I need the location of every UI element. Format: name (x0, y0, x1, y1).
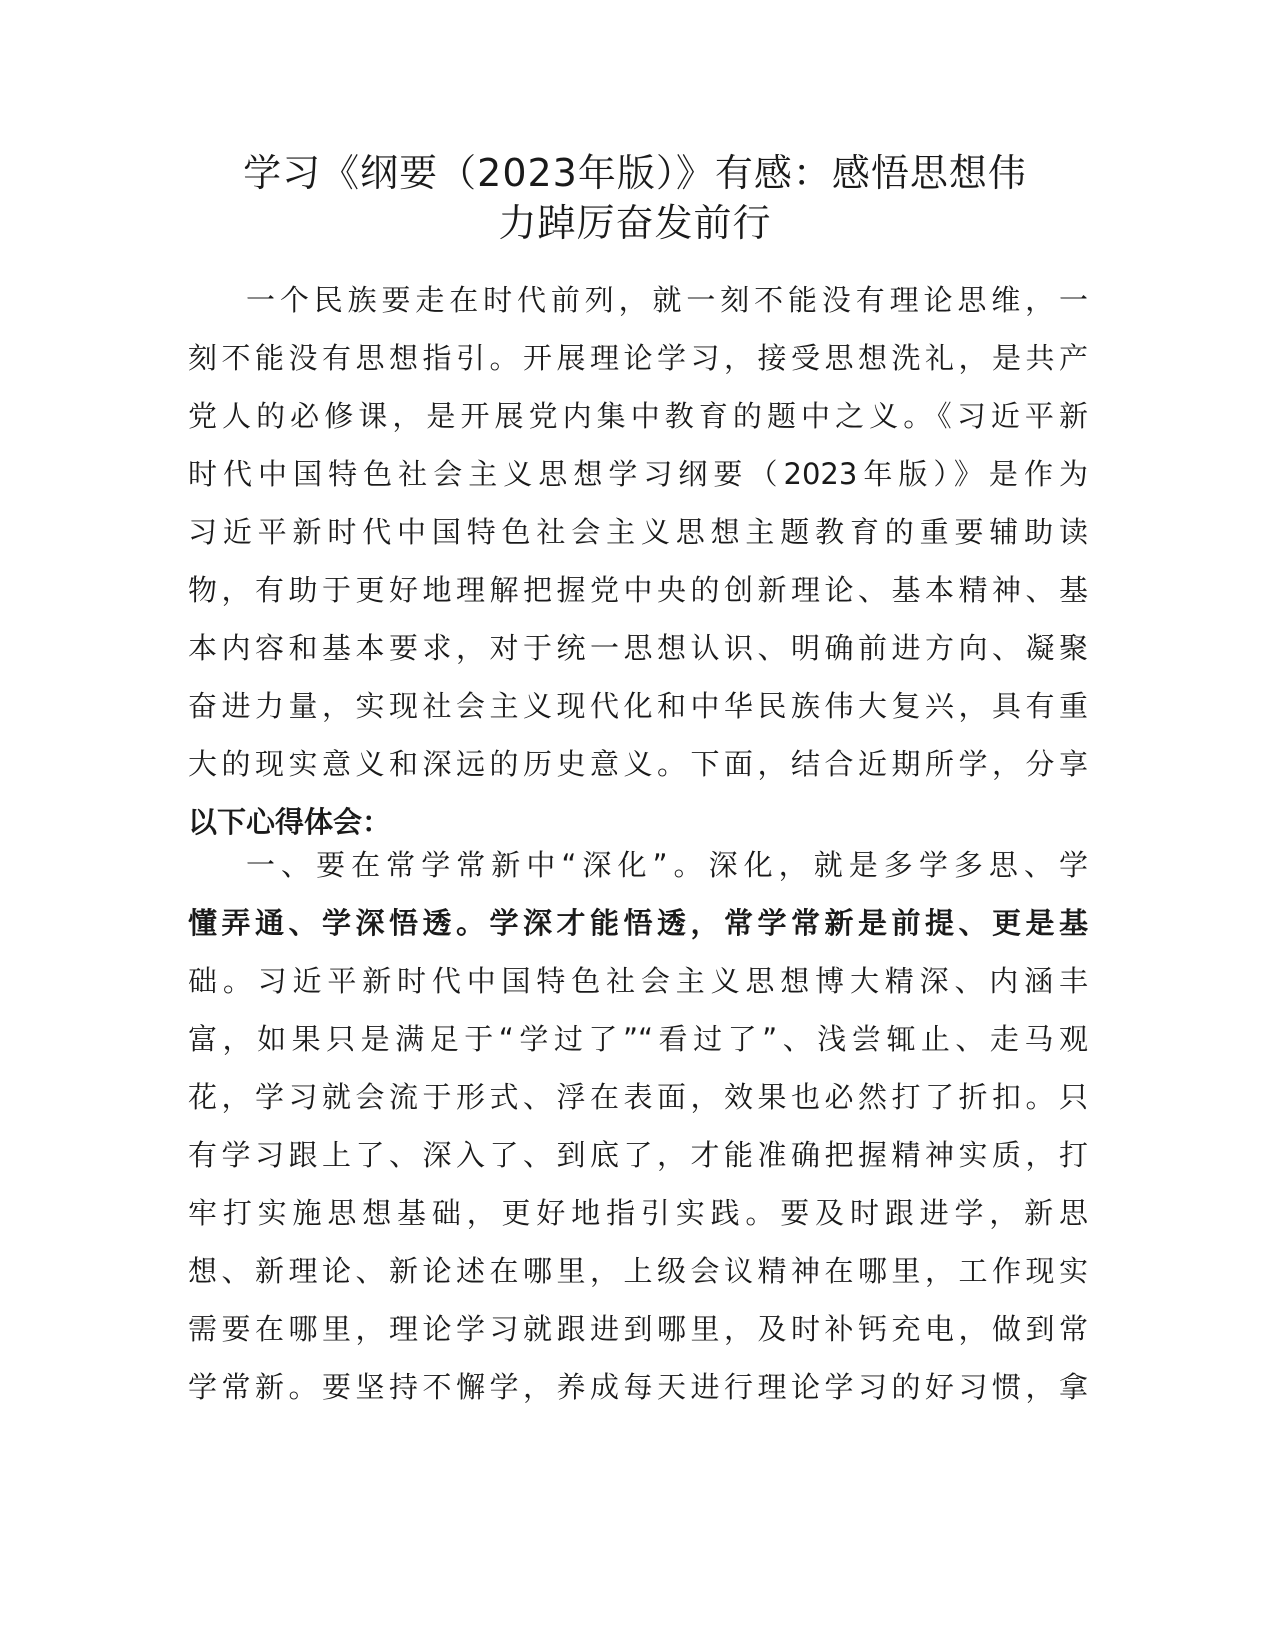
paragraph-line: 一、要在常学常新中“深化”。深化，就是多学多思、学 (246, 848, 1088, 882)
paragraph-line: 一个民族要走在时代前列，就一刻不能没有理论思维，一 (246, 283, 1088, 317)
paragraph-line: 需要在哪里，理论学习就跟进到哪里，及时补钙充电，做到常 (188, 1312, 1088, 1346)
paragraph-line: 学常新。要坚持不懈学，养成每天进行理论学习的好习惯，拿 (188, 1370, 1088, 1404)
paragraph-line: 牢打实施思想基础，更好地指引实践。要及时跟进学，新思 (188, 1196, 1088, 1230)
paragraph-intro (188, 271, 1088, 851)
paragraph-line: 党人的必修课，是开展党内集中教育的题中之义。《习近平新 (188, 399, 1088, 433)
title-line-1: 学习《纲要（2023年版）》有感：感悟思想伟 (243, 151, 1027, 195)
paragraph-line: 大的现实意义和深远的历史意义。下面，结合近期所学，分享 (188, 747, 1088, 781)
paragraph-line: 花，学习就会流于形式、浮在表面，效果也必然打了折扣。只 (188, 1080, 1088, 1114)
paragraph-section-one (188, 836, 1088, 1416)
paragraph-line: 习近平新时代中国特色社会主义思想主题教育的重要辅助读 (188, 515, 1088, 549)
paragraph-line: 刻不能没有思想指引。开展理论学习，接受思想洗礼，是共产 (188, 341, 1088, 375)
document-title (185, 148, 1085, 248)
title-line-2: 力踔厉奋发前行 (498, 201, 772, 245)
paragraph-line: 富，如果只是满足于“学过了”“看过了”、浅尝辄止、走马观 (188, 1022, 1088, 1056)
paragraph-line: 奋进力量，实现社会主义现代化和中华民族伟大复兴，具有重 (188, 689, 1088, 723)
paragraph-line: 有学习跟上了、深入了、到底了，才能准确把握精神实质，打 (188, 1138, 1088, 1172)
paragraph-line: 物，有助于更好地理解把握党中央的创新理论、基本精神、基 (188, 573, 1088, 607)
paragraph-line: 本内容和基本要求，对于统一思想认识、明确前进方向、凝聚 (188, 631, 1088, 665)
paragraph-line: 懂弄通、学深悟透。学深才能悟透，常学常新是前提、更是基 (188, 906, 1088, 940)
paragraph-line: 础。习近平新时代中国特色社会主义思想博大精深、内涵丰 (188, 964, 1088, 998)
paragraph-line: 想、新理论、新论述在哪里，上级会议精神在哪里，工作现实 (188, 1254, 1088, 1288)
paragraph-line: 以下心得体会： (188, 805, 392, 839)
paragraph-line: 时代中国特色社会主义思想学习纲要（2023年版）》是作为 (188, 457, 1088, 491)
